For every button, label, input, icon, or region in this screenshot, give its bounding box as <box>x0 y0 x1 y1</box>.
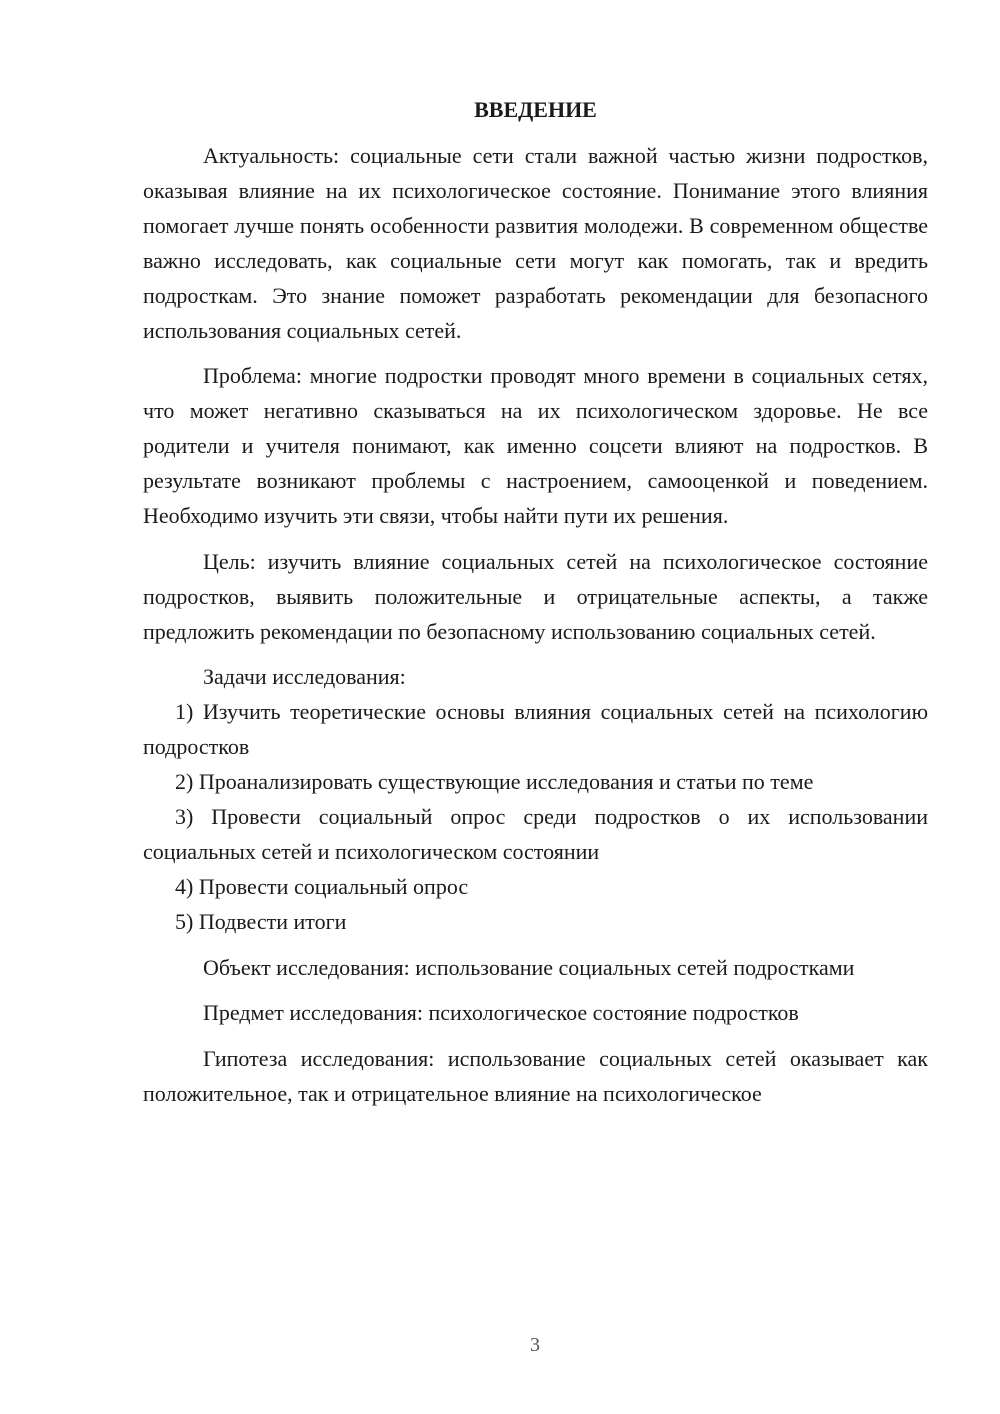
relevance-paragraph: Актуальность: социальные сети стали важной частью жизни подростков, оказывая влияние на их психологическое состояние. Понимание этого влияния помогает лучше понять особенности развития молодежи. В современном обществе важно исследовать, как социальные сети могут как помогать, так и вредить подросткам. Это знание поможет разработать рекомендации для безопасного использования социальных сетей. <box>143 142 928 343</box>
research-object-paragraph: Объект исследования: использование социальных сетей подростками <box>203 954 855 980</box>
task-item-1: 1) Изучить теоретические основы влияния социальных сетей на психологию подростков <box>143 699 928 759</box>
task-item-4: 4) Провести социальный опрос <box>175 874 469 899</box>
document-page <box>143 92 928 1111</box>
task-item-2: 2) Проанализировать существующие исследования и статьи по теме <box>175 769 814 794</box>
problem-paragraph: Проблема: многие подростки проводят много времени в социальных сетях, что может негативно сказываться на их психологическом здоровье. Не все родители и учителя понимают, как именно соцсети влияют на подростков. В результате возникают проблемы с настроением, самооценкой и поведением. Необходимо изучить эти связи, чтобы найти пути их решения. <box>143 363 928 528</box>
goal-paragraph: Цель: изучить влияние социальных сетей на психологическое состояние подростков, выявить положительные и отрицательные аспекты, а также предложить рекомендации по безопасному использованию социальных сетей. <box>143 548 928 644</box>
task-item-3: 3) Провести социальный опрос среди подростков о их использовании социальных сетей и психологическом состоянии <box>143 804 928 864</box>
hypothesis-paragraph: Гипотеза исследования: использование социальных сетей оказывает как положительное, так и отрицательное влияние на психологическое <box>143 1045 928 1106</box>
tasks-heading: Задачи исследования: <box>203 664 406 689</box>
section-title: ВВЕДЕНИЕ <box>474 97 597 122</box>
research-subject-paragraph: Предмет исследования: психологическое состояние подростков <box>203 1000 799 1025</box>
task-item-5: 5) Подвести итоги <box>175 909 347 934</box>
page-number: 3 <box>530 1334 540 1356</box>
